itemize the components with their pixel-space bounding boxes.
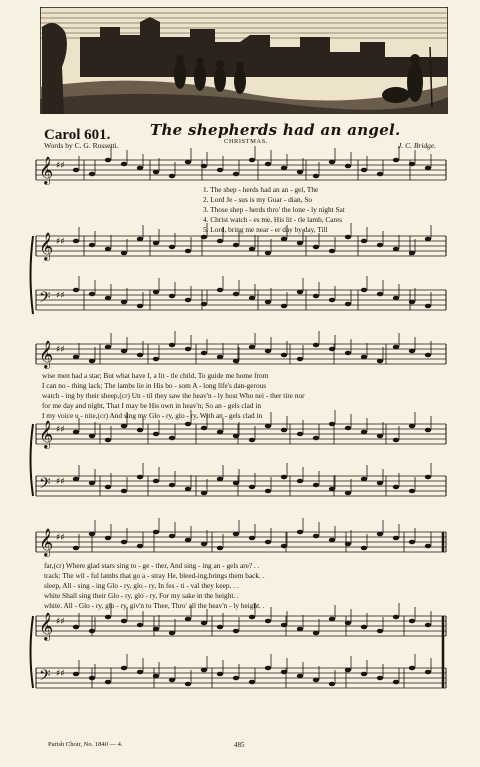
svg-text:♯♯: ♯♯ <box>56 425 65 435</box>
svg-text:♯♯: ♯♯ <box>56 617 65 627</box>
lyric-line: 1. The shep - herds had an an - gel, The <box>203 185 319 194</box>
carol-subtitle: CHRISTMAS. <box>224 138 268 145</box>
lyric-line: 4. Christ watch - es me, His lit - tle lamb, Cares <box>203 215 343 224</box>
lyric-line: for me day and night, That I may be His own in heav'n; So an - gels clad in <box>42 401 262 410</box>
lyric-line: white. All - Glo - ry, glo - ry, giv'n to Thee, Thro' all the heav'n - ly height. . <box>44 601 265 610</box>
lyric-line: I my voice u - nite,(cr) And sing my Glo - ry, glo - ry, With an - gels clad in <box>42 411 263 420</box>
svg-text:♯♯: ♯♯ <box>56 477 65 487</box>
lyric-line: sleep, All - sing - ing Glo - ry, glo - ry, In fes - ti - val they keep. . . <box>44 581 239 590</box>
svg-text:♯♯: ♯♯ <box>56 291 65 301</box>
svg-text:𝄞: 𝄞 <box>39 528 54 556</box>
lyric-line: I can no - thing lack; The lambs lie in His bo - som A - long life's dan-gerous <box>42 381 267 390</box>
svg-text:♯♯: ♯♯ <box>56 237 65 247</box>
svg-text:𝄞: 𝄞 <box>39 612 54 640</box>
svg-text:𝄞: 𝄞 <box>39 340 54 368</box>
svg-text:𝄞: 𝄞 <box>39 156 54 184</box>
page-number: 485 <box>234 741 245 749</box>
lyric-line: 3. Those shep - herds thro' the lone - ly night Sat <box>203 205 345 214</box>
lyric-line: 2. Lord Je - sus is my Guar - dian, So <box>203 195 313 204</box>
lyric-line: wise men had a star; But what have I, a lit - tle child, To guide me home from <box>42 371 269 380</box>
publication-footer: Parish Choir, No. 1840 — 4. <box>48 741 123 748</box>
svg-text:𝄞: 𝄞 <box>39 420 54 448</box>
lyric-line: white Shall sing their Glo - ry, glo - ry, For my sake in the height. . <box>44 591 239 600</box>
svg-text:♯♯: ♯♯ <box>56 161 65 171</box>
words-credit: Words by C. G. Rossetti. <box>44 141 119 150</box>
carol-number: Carol 601. <box>44 127 111 143</box>
carol-title: The shepherds had an angel. <box>150 121 401 139</box>
svg-text:♯♯: ♯♯ <box>56 669 65 679</box>
lyric-line: 5. Lord, bring me near - er day by day, Till <box>203 225 328 234</box>
svg-text:♯♯: ♯♯ <box>56 345 65 355</box>
svg-text:𝄢: 𝄢 <box>39 289 51 310</box>
composer-credit: J. C. Bridge. <box>398 141 437 150</box>
svg-text:𝄢: 𝄢 <box>39 667 51 688</box>
svg-text:𝄞: 𝄞 <box>39 232 54 260</box>
lyric-line: far,(cr) Where glad stars sing to - ge - ther, And sing - ing an - gels are? . . <box>44 561 260 570</box>
svg-text:♯♯: ♯♯ <box>56 533 65 543</box>
svg-text:𝄢: 𝄢 <box>39 475 51 496</box>
lyric-line: track: The wil - ful lambs that go a - stray He, bleed-ing,brings them back. . <box>44 571 265 580</box>
lyric-line: watch - ing by their sheep,(cr) Un - til they saw the heav'n - ly host Who nei - ther tire nor <box>42 391 305 400</box>
